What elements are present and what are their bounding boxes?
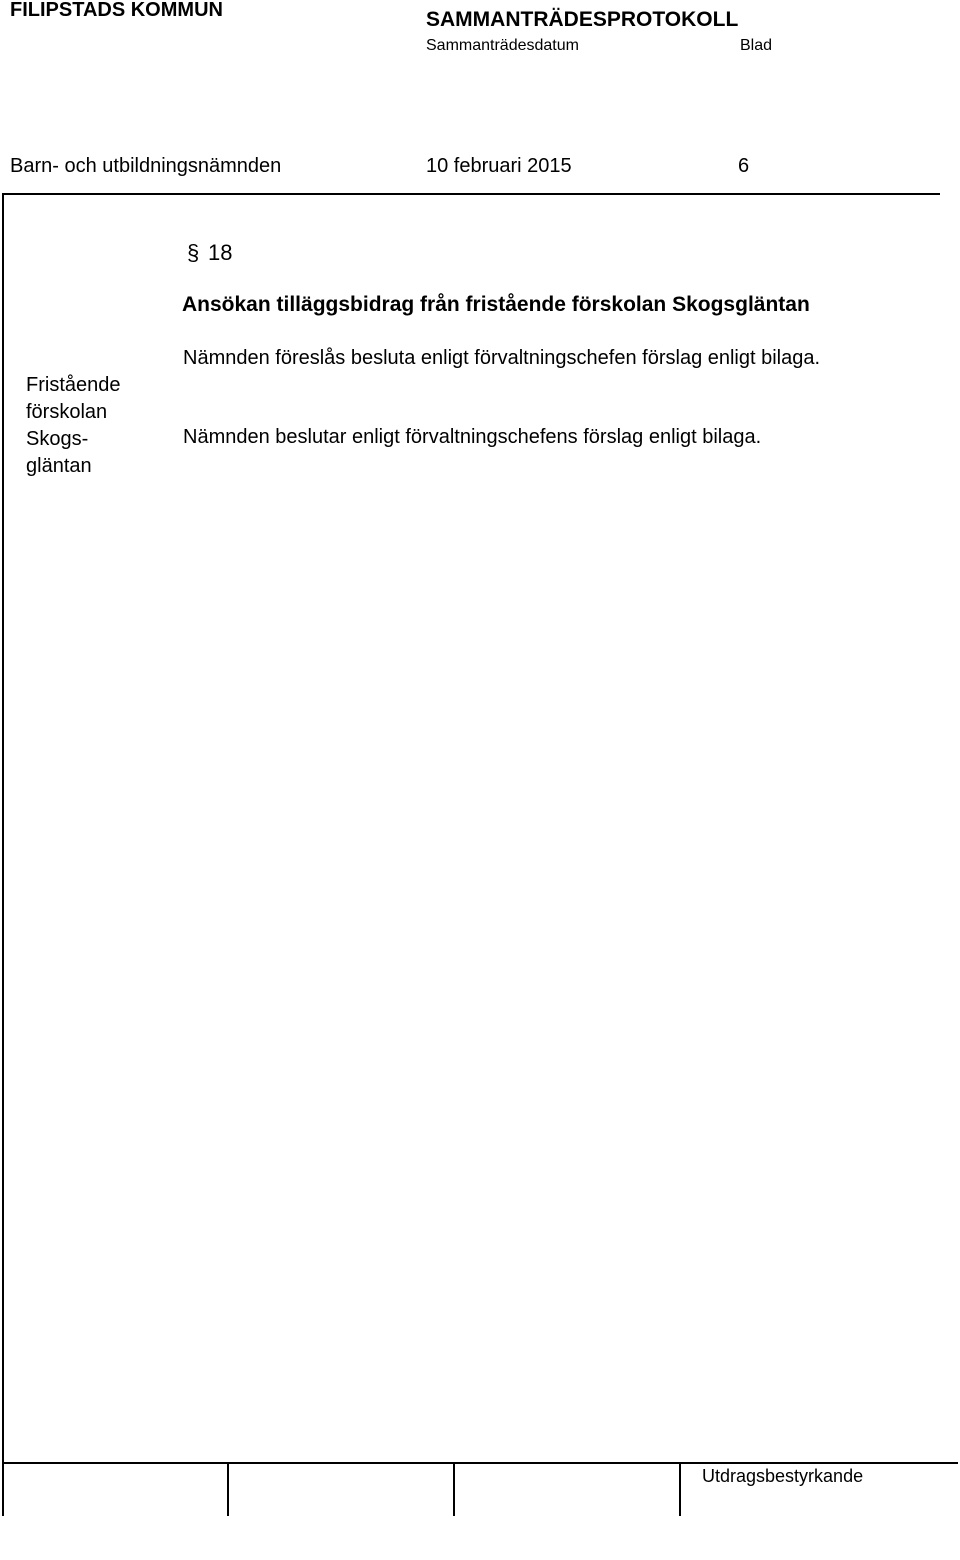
sheet-label: Blad [740, 37, 773, 54]
margin-note-line: förskolan [26, 401, 108, 423]
frame-left-border [2, 193, 4, 1516]
meeting-date-label: Sammanträdesdatum [426, 37, 579, 54]
organization-name: FILIPSTADS KOMMUN [10, 0, 223, 21]
proposal-text: Nämnden föreslås besluta enligt förvaltningschefen förslag enligt bilaga. [183, 347, 821, 369]
signature-cell-divider [453, 1462, 455, 1516]
margin-note-line: gläntan [26, 455, 92, 477]
item-title: Ansökan tilläggsbidrag från fristående förskolan Skogsgläntan [182, 293, 810, 316]
decision-text: Nämnden beslutar enligt förvaltningschefens förslag enligt bilaga. [183, 426, 762, 448]
frame-top-border [2, 193, 940, 195]
margin-note-line: Fristående [26, 374, 121, 396]
document-type: SAMMANTRÄDESPROTOKOLL [426, 8, 739, 31]
committee-name: Barn- och utbildningsnämnden [10, 155, 282, 177]
paragraph-symbol: § [187, 240, 200, 265]
signature-cell-divider [679, 1462, 681, 1516]
margin-note [26, 372, 121, 480]
paragraph-number: 18 [208, 240, 233, 265]
certification-label: Utdragsbestyrkande [702, 1466, 864, 1486]
frame-bottom-border [2, 1462, 958, 1464]
signature-cell-divider [227, 1462, 229, 1516]
meeting-date: 10 februari 2015 [426, 155, 572, 177]
sheet-number: 6 [738, 155, 750, 177]
margin-note-line: Skogs- [26, 428, 89, 450]
